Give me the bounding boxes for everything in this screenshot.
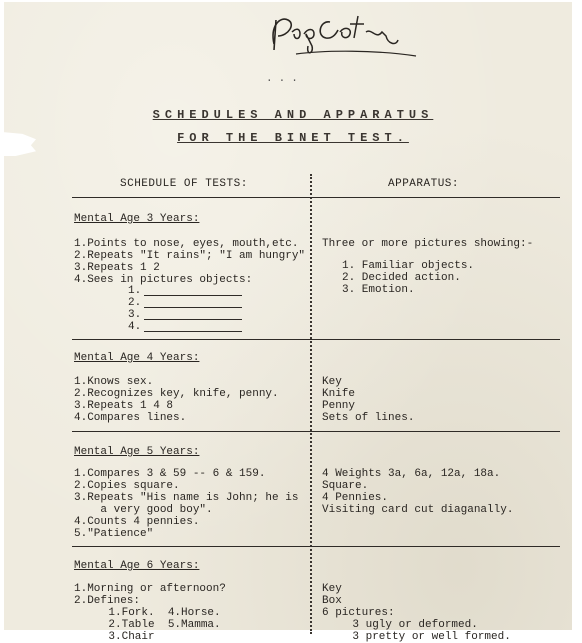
rule-line <box>72 431 560 432</box>
blank-label: 2. <box>128 297 142 309</box>
test-line: 2.Table 5.Mamma. <box>82 619 221 631</box>
test-line: 3.Chair <box>82 631 155 643</box>
column-divider <box>310 174 312 634</box>
test-line: 1.Compares 3 & 59 -- 6 & 159. <box>74 468 266 480</box>
title-line-1: SCHEDULES AND APPARATUS <box>152 108 434 122</box>
apparatus-line: 6 pictures: <box>322 607 395 619</box>
test-line: 4.Sees in pictures objects: <box>74 274 253 286</box>
section-heading-age-6: Mental Age 6 Years: <box>74 560 200 572</box>
apparatus-line: Knife <box>322 388 356 400</box>
test-line: 3.Repeats 1 2 <box>74 262 160 274</box>
test-line: 3.Repeats 1 4 8 <box>74 400 174 412</box>
blank-line <box>144 319 242 320</box>
blank-line <box>144 307 242 308</box>
test-line: 2.Repeats "It rains"; "I am hungry" <box>74 250 306 262</box>
apparatus-line: 3. Emotion. <box>342 284 415 296</box>
apparatus-line: 1. Familiar objects. <box>342 260 475 272</box>
test-line: 4.Compares lines. <box>74 412 187 424</box>
handwritten-signature <box>266 6 426 62</box>
blank-line <box>144 331 242 332</box>
test-line: 3.Repeats "His name is John; he is <box>74 492 299 504</box>
apparatus-line: Square. <box>322 480 369 492</box>
test-line: 1.Morning or afternoon? <box>74 583 226 595</box>
apparatus-line: Box <box>322 595 342 607</box>
apparatus-line: Sets of lines. <box>322 412 415 424</box>
rule-line <box>72 197 560 198</box>
apparatus-line: Penny <box>322 400 356 412</box>
rule-line <box>72 546 560 547</box>
apparatus-line: Key <box>322 583 342 595</box>
rule-line <box>72 339 560 340</box>
section-heading-age-4: Mental Age 4 Years: <box>74 352 200 364</box>
title-line-2: FOR THE BINET TEST. <box>177 131 409 145</box>
apparatus-line: 3 ugly or deformed. <box>326 619 478 631</box>
blank-label: 3. <box>128 309 142 321</box>
test-line: 1.Points to nose, eyes, mouth,etc. <box>74 238 299 250</box>
blank-label: 4. <box>128 321 142 333</box>
test-line: 5."Patience" <box>74 528 154 540</box>
section-heading-age-3: Mental Age 3 Years: <box>74 213 200 225</box>
test-line: 1.Knows sex. <box>74 376 154 388</box>
test-line: 1.Fork. 4.Horse. <box>82 607 221 619</box>
test-line: 2.Recognizes key, knife, penny. <box>74 388 279 400</box>
apparatus-line: Three or more pictures showing:- <box>322 238 534 250</box>
test-line: a very good boy". <box>74 504 213 516</box>
apparatus-line: Visiting card cut diaganally. <box>322 504 514 516</box>
test-line: 2.Copies square. <box>74 480 180 492</box>
section-heading-age-5: Mental Age 5 Years: <box>74 446 200 458</box>
column-header-apparatus: APPARATUS: <box>388 178 460 190</box>
column-header-tests: SCHEDULE OF TESTS: <box>120 178 248 190</box>
test-line: 4.Counts 4 pennies. <box>74 516 200 528</box>
apparatus-line: 3 pretty or well formed. <box>326 631 511 643</box>
document-page <box>4 2 572 643</box>
blank-line <box>144 295 242 296</box>
apparatus-line: 4 Weights 3a, 6a, 12a, 18a. <box>322 468 501 480</box>
test-line: 2.Defines: <box>74 595 141 607</box>
blank-label: 1. <box>128 285 142 297</box>
apparatus-line: 2. Decided action. <box>342 272 461 284</box>
ink-dots: ... <box>266 73 304 85</box>
apparatus-line: 4 Pennies. <box>322 492 389 504</box>
apparatus-line: Key <box>322 376 342 388</box>
